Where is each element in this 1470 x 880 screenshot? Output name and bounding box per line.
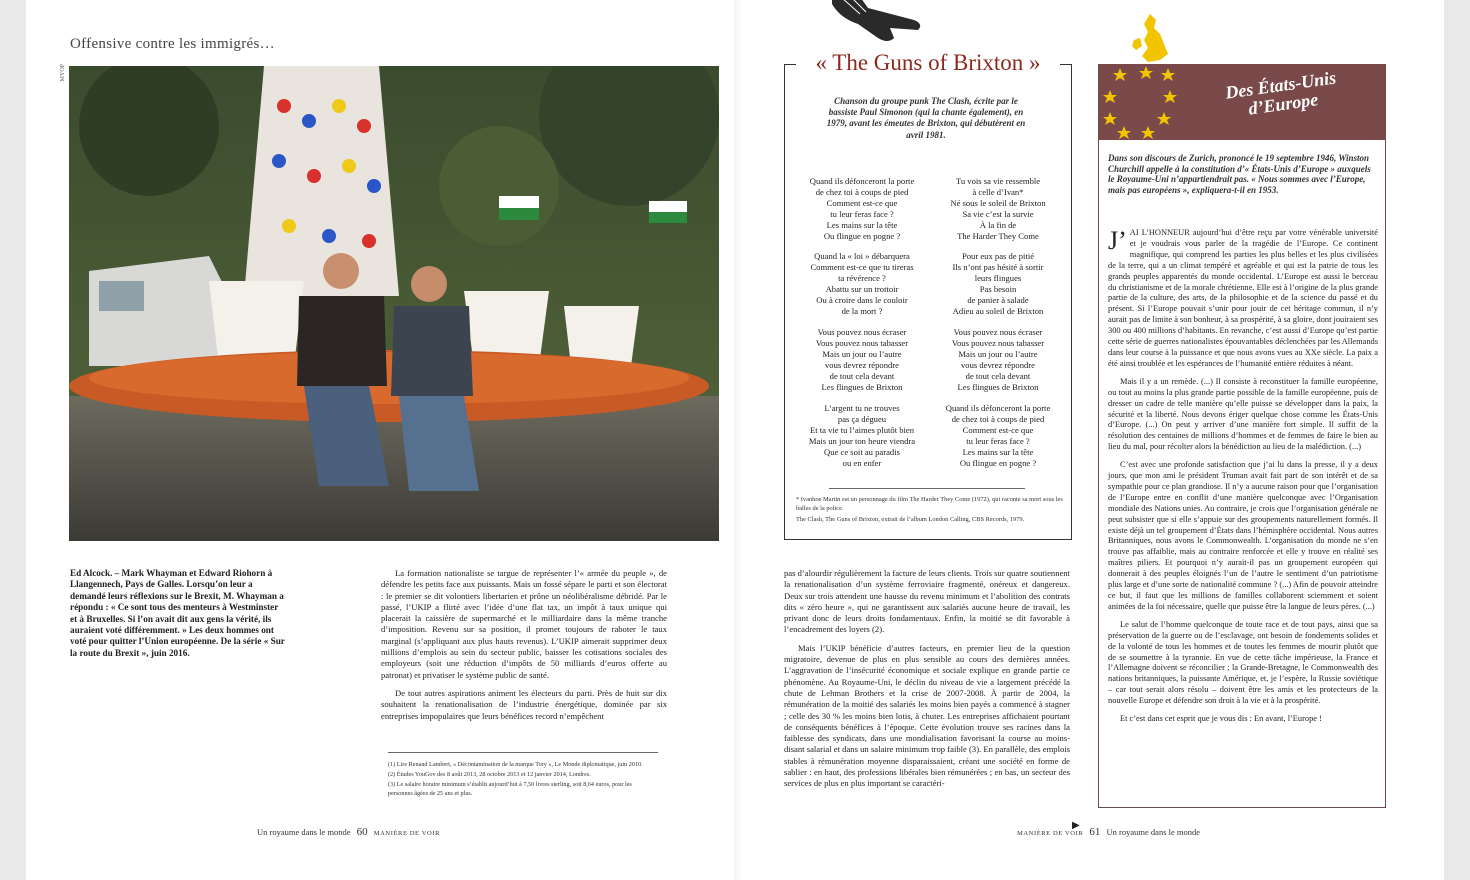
uk-map-icon — [1130, 14, 1170, 64]
page-header: Offensive contre les immigrés… — [70, 36, 275, 52]
photo-caption: Ed Alcock. – Mark Whayman et Edward Riohorn à Llangennech, Pays de Galles. Lorsqu’on leur a demandé leurs réflexions sur le Brexit, M. Whayman a répondu : « Ce sont tous des menteurs à Westminster et à Bruxelles. Si l’on avait dit aux gens la vérité, ils auraient voté différemment. » Les deux hommes ont voté pour quitter l’Union européenne. De la série « Sur la route du Brexit », juin 2016. — [70, 568, 285, 658]
pointing-hand-icon — [828, 0, 924, 44]
body-column-1 — [381, 568, 667, 722]
footnote-2: (2) Études YouGov des 8 août 2013, 28 octobre 2013 et 12 janvier 2014, Londres. — [388, 771, 591, 779]
fairground-photo — [69, 66, 719, 541]
stanza-left-2: Quand la « loi » débarquera Comment est-ce que tu tireras ta révérence ? Abattu sur un trottoir Ou à croire dans le couloir de la mort ? — [810, 251, 914, 316]
folio-magazine: MANIÈRE DE VOIR — [373, 830, 441, 837]
lyrics-source: The Clash, The Guns of Brixton, extrait de l’album London Calling, CBS Records, 1979. — [796, 515, 1025, 523]
stanza-right-2: Pour eux pas de pitié Ils n’ont pas hésité à sortir leurs flingues Pas besoin de panier à salade Adieu au soleil de Brixton — [952, 251, 1044, 316]
stanza-left-1: Quand ils défonceront la porte de chez toi à coups de pied Comment est-ce que tu leur feras face ? Les mains sur la tête Ou flingue en pogne ? — [809, 176, 915, 241]
lead-in: AI L’HONNEUR — [1129, 228, 1190, 237]
europe-text — [1108, 228, 1378, 725]
gutter — [734, 0, 742, 880]
stanza-left-3: Vous pouvez nous écraser Vous pouvez nous tabasser Mais un jour ou l’autre vous devrez répondre de tout cela devant Les flingues de Brixton — [815, 327, 909, 392]
body-column-2 — [784, 568, 1070, 790]
stanza-right-3: Vous pouvez nous écraser Vous pouvez nous tabasser Mais un jour ou l’autre vous devrez répondre de tout cela devant Les flingues de Brixton — [951, 327, 1045, 392]
paragraph: Et c’est dans cet esprit que je vous dis : En avant, l’Europe ! — [1120, 714, 1322, 724]
folio-right — [1017, 826, 1200, 838]
continue-arrow-icon: ▶ — [1072, 820, 1080, 831]
paragraph: pas d’alourdir régulièrement la facture de leurs clients. Trois sur quatre soutiennent la renationalisation d’un système ferroviaire fragmenté, onéreux et dangereux. Deux sur trois attendent une hausse du revenu minimum et l’abolition des contrats dits « zéro heure », qui ne garantissent aux salariés aucune heure de travail, les privant donc de leurs droits fondamentaux. Enfin, la moitié se dit favorable à l’encadrement des loyers (2). — [784, 568, 1070, 635]
paragraph: C’est avec une profonde satisfaction que j’ai lu dans la presse, il y a deux jours, que mon ami le président Truman avait fait part de son intérêt et de sa sympathie pour ce plan grandiose. Il n’y a aucune raison pour que l’organisation de l’Europe entre en conflit d’une manière quelconque avec l’Organisation mondiale des Nations unies. Au contraire, je crois que l’organisation générale ne peut subsister que si elle s’appuie sur des groupements naturellement formés. Il existe déjà un tel groupement d’États dans l’hémisphère occidental. Nous autres Britanniques, nous avons le Commonwealth. L’organisation du monde ne s’en trouve pas affaiblie, mais au contraire renforcée et elle y trouve en réalité ses maîtres piliers. Et pourquoi n’y aurait-il pas un groupement européen qui donnerait à des peuples éloignés l’un de l’autre le sentiment d’un patriotisme plus large et d’une sorte de nationalité commune ? (...) Afin de pouvoir atteindre ce but, il faut que les millions de familles collaborent sciemment et soient animées de la foi nécessaire, quelle que puisse être la langue de leurs pères. (...) — [1108, 460, 1378, 611]
photo-credit: MYOP — [60, 64, 66, 82]
paragraph: Mais il y a un remède. (...) Il consiste à reconstituer la famille européenne, ou tout au moins la plus grande partie possible de la famille européenne, puis de dresser un cadre de telle manière qu’elle puisse se développer dans la paix, la sécurité et la liberté. Nous devons ériger quelque chose comme les États-Unis d’Europe. (...) On peut y arriver d’une manière fort simple. Il suffit de la résolution des centaines de millions d’hommes et de femmes de faire le bien au lieu du mal, pour récolter alors la bénédiction au lieu de la malédiction. (...) — [1108, 376, 1378, 452]
footnote-1: (1) Lire Renaud Lambert, « Décontamination de la marque Tory », Le Monde diplomatique, juin 2010. — [388, 761, 643, 768]
lyrics-note — [796, 496, 1064, 524]
paragraph: De tout autres aspirations animent les électeurs du parti. Près de huit sur dix souhaitent la renationalisation de l’industrie énergétique, dominée par six entreprises impopulaires que leurs bénéfices record n’empêchent — [381, 687, 667, 721]
folio-magazine: MANIÈRE DE VOIR — [1017, 830, 1084, 837]
footnotes — [388, 752, 658, 800]
drop-cap: J’ — [1108, 226, 1127, 255]
lyrics-title: « The Guns of Brixton » — [796, 50, 1060, 76]
folio-title: Un royaume dans le monde — [257, 827, 351, 837]
photo — [69, 66, 719, 541]
europe-title: Des États-Unis d’Europe — [1223, 67, 1338, 119]
left-page — [26, 0, 734, 880]
europe-intro: Dans son discours de Zurich, prononcé le 19 septembre 1946, Winston Churchill appelle à la constitution d’« États-Unis d’Europe » auxquels le Royaume-Uni n’appartiendrait pas. « Nous sommes avec l’Europe, mais pas européens », expliquera-t-il en 1953. — [1108, 153, 1371, 195]
stanza-right-4: Quand ils défonceront la porte de chez toi à coups de pied Comment est-ce que tu leur feras face ? Les mains sur la tête Ou flingue en pogne ? — [945, 403, 1051, 468]
stanza-left-4: L’argent tu ne trouves pas ça dégueu Et ta vie tu l’aimes plutôt bien Mais un jour ton heure viendra Que ce soit au paradis ou en enfer — [808, 403, 916, 468]
folio-title: Un royaume dans le monde — [1106, 827, 1201, 837]
paragraph: La formation nationaliste se targue de représenter l’« armée du peuple », de défendre les petits face aux puissants. Mais un fossé sépare le parti et son électorat : le premier se dit volontiers libertarien et prône un néolibéralisme débridé. Par le passé, l’UKIP a flirté avec l’idée d’une flat tax, un impôt à taux unique qui placerait la caissière de supermarché et le milliardaire dans la même tranche d’imposition. Revenu sur sa position, il promet toujours de raboter le taux marginal (s’appliquant aux plus hauts revenus). L’UKIP aimerait supprimer deux millions d’emplois au sein du secteur public, baisser les cotisations sociales des employeurs (soit une réduction d’impôts de 50 milliards d’euros offerte au patronat) et privatiser le système public de santé. — [381, 568, 667, 680]
paragraph: J’ AI L’HONNEUR aujourd’hui d’être reçu par votre vénérable université et je voudrais vous parler de la tragédie de l’Europe. Ce continent magnifique, qui comprend les parties les plus belles et les plus civilisées de la terre, qui a un climat tempéré et agréable et qui est la patrie de tous les grands peuples apparentés du monde occidental. L’Europe est aussi le berceau du christianisme et de la morale chrétienne. Elle est à l’origine de la plus grande partie de la culture, des arts, de la philosophie et de la science du passé et du présent. Si l’Europe pouvait s’unir pour jouir de cet héritage commun, il n’y aurait pas de limite à son bonheur, à sa prospérité, à sa gloire, dont jouiraient ses 300 ou 400 millions d’habitants. En revanche, c’est aussi d’Europe qu’est partie cette série de guerres nationalistes épouvantables déclenchées par les Allemands dans leur course à la puissance et que nous avons vues au XXe siècle. La paix a été ainsi troublée et les espérances de l’humanité entière réduites à néant. — [1108, 226, 1378, 368]
paragraph: Le salut de l’homme quelconque de toute race et de tout pays, ainsi que sa préservation de la guerre ou de l’esclavage, ont besoin de fondements solides et de la volonté de tous les hommes et de toutes les femmes de mourir plutôt que de se soumettre à la tyrannie. En vue de cette tâche impérieuse, la France et l’Allemagne doivent se réconcilier ; la Grande-Bretagne, le Commonwealth des nations britanniques, la puissante Amérique, et, je l’espère, la Russie soviétique – car tout serait alors résolu – doivent être les amis et les protecteurs de la nouvelle Europe et défendre son droit à la vie et à la prospérité. — [1108, 619, 1378, 706]
lyrics-rule — [829, 488, 1025, 489]
magazine-spread — [26, 0, 1444, 880]
folio-left — [257, 826, 440, 838]
page-number: 61 — [1089, 826, 1101, 838]
lyrics-footnote: * Ivanhoe Martin est un personnage du film The Harder They Come (1972), qui raconte sa mort sous les balles de la police. — [796, 496, 1063, 512]
page-number: 60 — [356, 826, 368, 838]
footnote-3: (3) Le salaire horaire minimum s’établit aujourd’hui à 7,50 livres sterling, soit 8,64 euros, pour les personnes âgées de 25 ans et plus. — [388, 781, 632, 797]
paragraph: Mais l’UKIP bénéficie d’autres facteurs, en premier lieu de la question migratoire, devenue de plus en plus sensible au cours des dernières années. L’aggravation de l’insécurité économique et sociale explique en grande partie ce phénomène. Au Royaume-Uni, le déclin du niveau de vie a largement précédé la chute de Lehman Brothers et la crise de 2007-2008. À partir de 2004, la rémunération de la moitié des salariés les moins bien payés a commencé à stagner ; celle des 30 % les moins bien lotis, à chuter. Les entreprises affichaient pourtant de conséquents bénéfices à l’époque. Cette évolution trouve ses racines dans la faiblesse des syndicats, dans une mondialisation favorisant la course au moins-disant salarial et dans un salaire minimum trop faible (3). En parallèle, des emplois stables à rémunération moyenne disparaissaient, créant une société en forme de sablier : en haut, des professions libérales bien rémunérées ; en bas, un secteur des services de plus en plus important se caractéri- — [784, 642, 1070, 789]
lyrics-intro: Chanson du groupe punk The Clash, écrite par le bassiste Paul Simonon (qui la chante également), en 1979, avant les émeutes de Brixton, qui débutèrent en avril 1981. — [826, 96, 1026, 140]
stanza-right-1: Tu vois sa vie ressemble à celle d’Ivan* Né sous le soleil de Brixton Sa vie c’est la survie À la fin de The Harder They Come — [950, 176, 1046, 241]
